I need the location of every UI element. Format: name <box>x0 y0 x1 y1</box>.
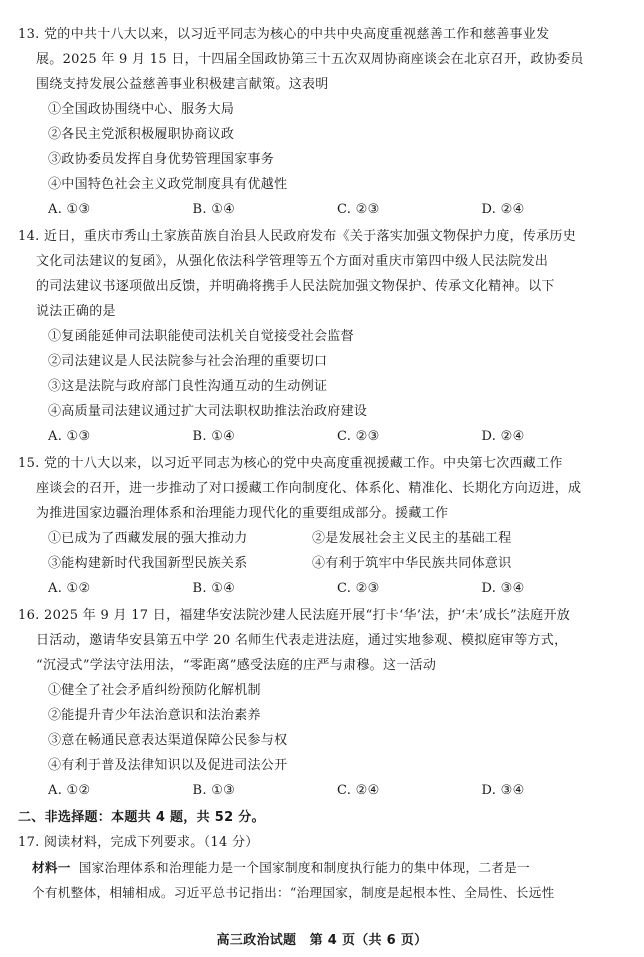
question-17-heading: 17. 阅读材料，完成下列要求。（14 分） <box>18 835 259 850</box>
option: ①健全了社会矛盾纠纷预防化解机制 <box>48 683 261 698</box>
option: ③能构建新时代我国新型民族关系 <box>48 556 248 571</box>
material-line <box>32 855 626 880</box>
question-stem <box>18 451 626 526</box>
option-row <box>18 551 626 576</box>
choice-a: A. ①③ <box>48 429 91 444</box>
choice-c: C. ②④ <box>337 783 380 798</box>
section-heading: 二、非选择题：本题共 4 题，共 52 分。 <box>18 810 265 825</box>
answer-choices <box>18 576 626 601</box>
stem-line: 15. 党的十八大以来，以习近平同志为核心的党中央高度重视援藏工作。中央第七次西藏工作 <box>18 456 563 471</box>
stem-line: 为推进国家边疆治理体系和治理能力现代化的重要组成部分。援藏工作 <box>36 506 449 521</box>
material-label: 材料一 <box>32 860 71 875</box>
choice-b: B. ①④ <box>192 429 236 444</box>
choice-d: D. ②④ <box>481 202 525 217</box>
page-footer: 高三政治试题 第 4 页（共 6 页） <box>216 933 428 948</box>
choice-a: A. ①② <box>48 783 91 798</box>
option: ①全国政协围绕中心、服务大局 <box>48 102 235 117</box>
material-one <box>18 855 626 905</box>
option: ③这是法院与政府部门良性沟通互动的生动例证 <box>48 379 328 394</box>
option: ③意在畅通民意表达渠道保障公民参与权 <box>48 733 288 748</box>
answer-choices <box>18 778 626 803</box>
option: ①已成为了西藏发展的强大推动力 <box>48 531 248 546</box>
answer-choices <box>18 197 626 222</box>
stem-line: 说法正确的是 <box>36 304 116 319</box>
material-line: 个有机整体，相辅相成。习近平总书记指出：“治理国家，制度是起根本性、全局性、长远性 <box>32 885 555 900</box>
stem-line: 围绕支持发展公益慈善事业积极建言献策。这表明 <box>36 77 329 92</box>
choice-c: C. ②③ <box>337 429 380 444</box>
question-stem <box>18 22 626 97</box>
choice-a: A. ①② <box>48 581 91 596</box>
stem-line: 展。2025 年 9 月 15 日，十四届全国政协第三十五次双周协商座谈会在北京召开，政协委员 <box>36 52 584 67</box>
option: ②能提升青少年法治意识和法治素养 <box>48 708 261 723</box>
option: ④中国特色社会主义政党制度具有优越性 <box>48 177 288 192</box>
option: ④有利于筑牢中华民族共同体意识 <box>312 556 512 571</box>
choice-d: D. ②④ <box>481 429 525 444</box>
option: ②是发展社会主义民主的基础工程 <box>312 531 512 546</box>
choice-d: D. ③④ <box>481 581 525 596</box>
material-text: 国家治理体系和治理能力是一个国家制度和制度执行能力的集中体现，二者是一 <box>78 860 530 875</box>
option: ④高质量司法建议通过扩大司法职权助推法治政府建设 <box>48 404 368 419</box>
stem-line: 14. 近日，重庆市秀山土家族苗族自治县人民政府发布《关于落实加强文物保护力度，传承历史 <box>18 229 577 244</box>
choice-c: C. ②③ <box>337 581 380 596</box>
choice-b: B. ①④ <box>192 202 236 217</box>
option: ②各民主党派积极履职协商议政 <box>48 127 235 142</box>
stem-line: 13. 党的中共十八大以来，以习近平同志为核心的中共中央高度重视慈善工作和慈善事业发 <box>18 27 550 42</box>
stem-line: 座谈会的召开，进一步推动了对口援藏工作向制度化、体系化、精准化、长期化方向迈进，成 <box>36 481 582 496</box>
option: ③政协委员发挥自身优势管理国家事务 <box>48 152 275 167</box>
stem-line: “沉浸式”学法守法用法，“零距离”感受法庭的庄严与肃穆。这一活动 <box>36 658 437 673</box>
answer-choices <box>18 424 626 449</box>
choice-b: B. ①④ <box>192 581 236 596</box>
option: ④有利于普及法律知识以及促进司法公开 <box>48 758 288 773</box>
option-row <box>18 526 626 551</box>
stem-line: 日活动，邀请华安县第五中学 20 名师生代表走进法庭，通过实地参观、模拟庭审等方式， <box>36 633 568 648</box>
stem-line: 文化司法建议的复函》，从强化依法科学管理等五个方面对重庆市第四中级人民法院发出 <box>36 254 549 269</box>
choice-b: B. ①③ <box>192 783 236 798</box>
choice-c: C. ②③ <box>337 202 380 217</box>
question-13 <box>18 22 626 222</box>
option: ②司法建议是人民法院参与社会治理的重要切口 <box>48 354 328 369</box>
question-16 <box>18 603 626 803</box>
question-stem <box>18 603 626 678</box>
option: ①复函能延伸司法职能使司法机关自觉接受社会监督 <box>48 329 354 344</box>
choice-a: A. ①③ <box>48 202 91 217</box>
stem-line: 16. 2025 年 9 月 17 日，福建华安法院沙建人民法庭开展“打卡‘华’法，护‘未’成长”法庭开放 <box>18 608 571 623</box>
stem-line: 的司法建议书逐项做出反馈，并明确将携手人民法院加强文物保护、传承文化精神。以下 <box>36 279 555 294</box>
question-14 <box>18 224 626 449</box>
choice-d: D. ③④ <box>481 783 525 798</box>
question-15 <box>18 451 626 601</box>
question-stem <box>18 224 626 324</box>
